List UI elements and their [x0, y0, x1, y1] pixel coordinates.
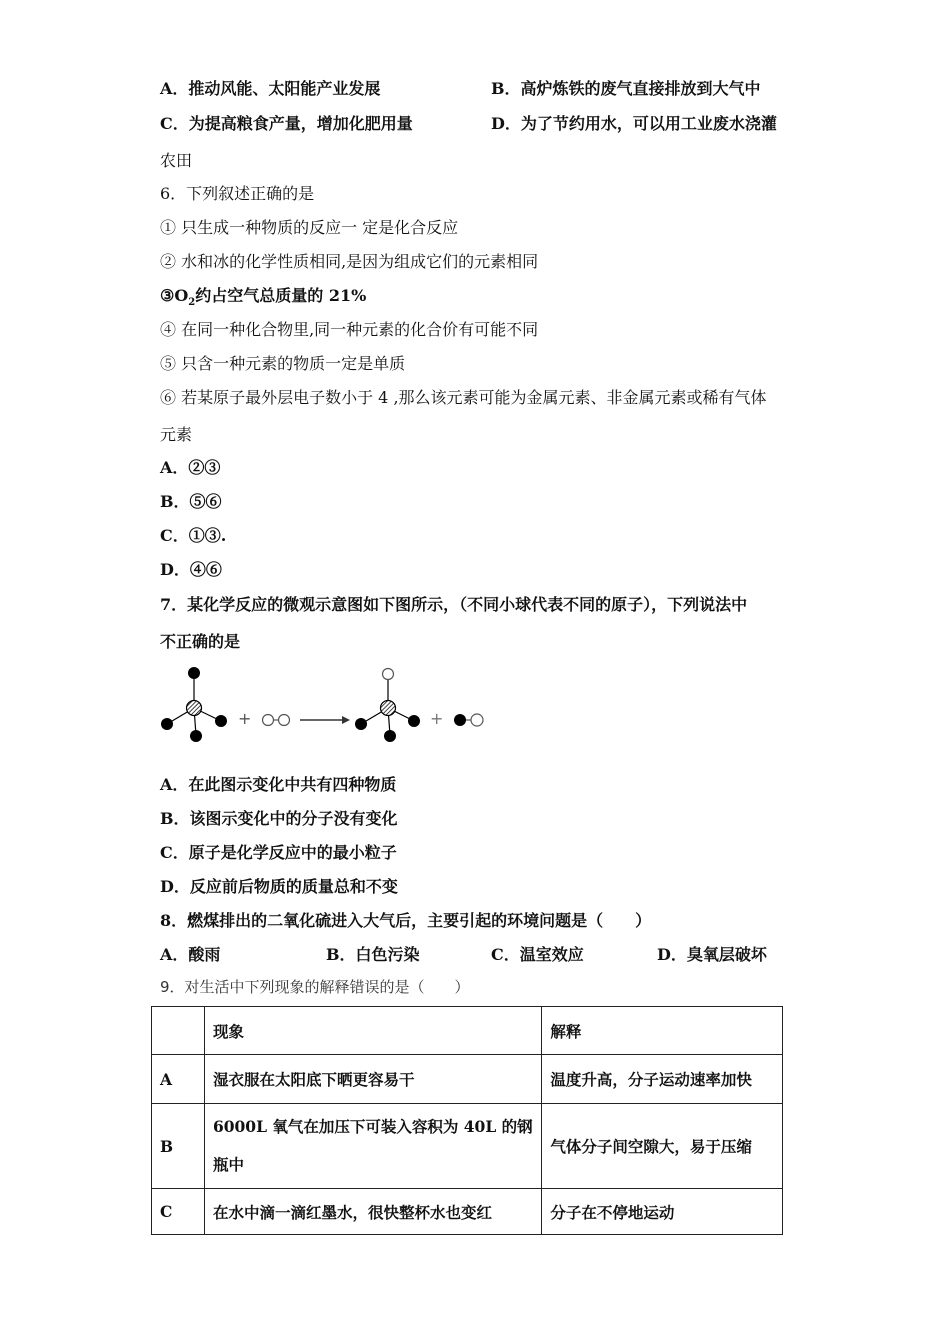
- q5-option-c: C．为提高粮食产量，增加化肥用量: [160, 114, 413, 133]
- reaction-arrow: [300, 716, 350, 724]
- q5-option-d-continuation: 农田: [160, 151, 193, 170]
- q6-s3-pre: ③O: [160, 286, 189, 305]
- q6-s3-post: 约占空气总质量的 21%: [195, 286, 367, 305]
- q7-option-d: D．反应前后物质的质量总和不变: [160, 877, 398, 896]
- q6-s3-sub: 2: [188, 297, 196, 309]
- q5-option-d: D．为了节约用水，可以用工业废水浇灌: [491, 114, 777, 133]
- product-molecule-2: [454, 714, 483, 726]
- q6-option-b: B．⑤⑥: [160, 492, 222, 511]
- reactant-molecule-1: [161, 667, 227, 742]
- q8-option-d: D．臭氧层破坏: [657, 945, 767, 964]
- row-phenomenon: [204, 1104, 541, 1189]
- q8-stem: 8．燃煤排出的二氧化硫进入大气后，主要引起的环境问题是（ ）: [160, 911, 652, 930]
- q8-option-b: B．白色污染: [326, 945, 420, 964]
- row-label: C: [152, 1189, 205, 1235]
- q6-statement-5: ⑤ 只含一种元素的物质一定是单质: [160, 354, 406, 373]
- table-row: [152, 1104, 783, 1189]
- q8-option-a: A．酸雨: [160, 945, 221, 964]
- q7-option-c: C．原子是化学反应中的最小粒子: [160, 843, 397, 862]
- q5-option-b: B．高炉炼铁的废气直接排放到大气中: [491, 79, 761, 98]
- row-explanation: 温度升高，分子运动速率加快: [542, 1055, 783, 1104]
- q6-option-a: A．②③: [160, 458, 221, 477]
- row-phenomenon-line-1: 6000L 氧气在加压下可装入容积为 40L 的钢: [212, 1117, 533, 1136]
- q6-statement-2: ② 水和冰的化学性质相同,是因为组成它们的元素相同: [160, 252, 539, 271]
- table-header-row: [152, 1007, 783, 1055]
- row-label: A: [152, 1055, 205, 1104]
- reactant-molecule-2: [263, 715, 290, 726]
- header-cell-phenomenon: 现象: [204, 1007, 541, 1055]
- q5-option-a: A．推动风能、太阳能产业发展: [160, 79, 381, 98]
- reaction-diagram: [150, 662, 510, 752]
- table-row: [152, 1189, 783, 1235]
- q6-option-d: D．④⑥: [160, 560, 222, 579]
- product-molecule-1: [355, 669, 420, 743]
- row-phenomenon-line-2: 瓶中: [212, 1155, 244, 1174]
- q8-option-c: C．温室效应: [491, 945, 584, 964]
- q9-table: [151, 1006, 783, 1235]
- q6-statement-6: ⑥ 若某原子最外层电子数小于 4 ,那么该元素可能为金属元素、非金属元素或稀有气体: [160, 388, 767, 407]
- q6-statement-4: ④ 在同一种化合物里,同一种元素的化合价有可能不同: [160, 320, 539, 339]
- q6-option-c: C．①③.: [160, 526, 227, 545]
- q6-statement-6-continuation: 元素: [160, 425, 193, 444]
- q7-option-a: A．在此图示变化中共有四种物质: [160, 775, 397, 794]
- row-phenomenon: 湿衣服在太阳底下晒更容易干: [204, 1055, 541, 1104]
- table-row: [152, 1055, 783, 1104]
- q7-option-b: B．该图示变化中的分子没有变化: [160, 809, 398, 828]
- row-explanation: 气体分子间空隙大，易于压缩: [542, 1104, 783, 1189]
- q6-statement-1: ① 只生成一种物质的反应一 定是化合反应: [160, 218, 459, 237]
- q6-stem: 6．下列叙述正确的是: [160, 184, 315, 203]
- q9-stem: 9．对生活中下列现象的解释错误的是（ ）: [160, 978, 470, 996]
- q6-statement-3: [160, 283, 366, 308]
- q7-stem-continuation: 不正确的是: [160, 632, 241, 651]
- svg-text:+: +: [238, 709, 252, 728]
- row-explanation: 分子在不停地运动: [542, 1189, 783, 1235]
- row-label: B: [152, 1104, 205, 1189]
- q7-stem: 7．某化学反应的微观示意图如下图所示，（不同小球代表不同的原子），下列说法中: [160, 595, 748, 614]
- header-cell-empty: [152, 1007, 205, 1055]
- row-phenomenon: 在水中滴一滴红墨水，很快整杯水也变红: [204, 1189, 541, 1235]
- header-cell-explanation: 解释: [542, 1007, 783, 1055]
- svg-text:+: +: [430, 709, 444, 728]
